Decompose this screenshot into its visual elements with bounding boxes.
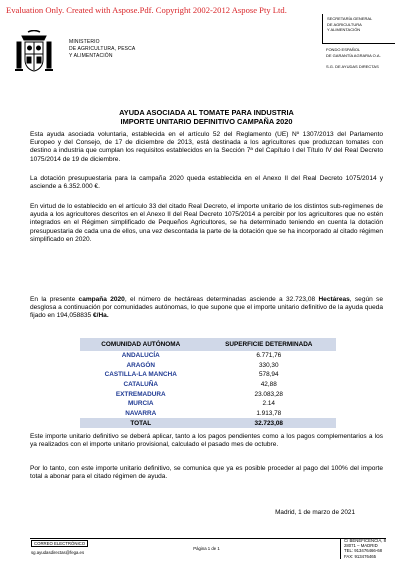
table-row <box>80 389 336 399</box>
region-cell: EXTREMADURA <box>115 390 166 398</box>
paragraph: Este importe unitario definitivo se deberá aplicar, tanto a los pagos pendientes como a los pagos complementarios a los ya realizados con el importe unitario provisional, calculado el pasado mes de octubre. <box>30 433 383 449</box>
table-row <box>80 360 336 370</box>
email-label: CORREO ELECTRÓNICO <box>31 540 88 547</box>
secretaria-line: DE AGRICULTURA <box>327 21 362 27</box>
table-header-row <box>80 338 336 351</box>
column-header: SUPERFICIE DETERMINADA <box>202 338 336 351</box>
region-cell: CASTILLA-LA MANCHA <box>104 371 177 379</box>
total-label: TOTAL <box>80 418 202 428</box>
value-cell: 1.913,78 <box>256 409 282 417</box>
region-cell: ARAGÓN <box>126 361 155 369</box>
fondo-line: S.G. DE AYUDAS DIRECTAS <box>326 64 379 70</box>
table-row <box>80 351 336 361</box>
postal-address <box>340 538 386 559</box>
text-run-bold: €/Ha. <box>92 312 109 320</box>
footer-divider <box>30 538 386 539</box>
table-row <box>80 409 336 419</box>
email-address: sg.ayudasdirectas@fega.es <box>31 550 85 555</box>
table-row <box>80 370 336 380</box>
secretaria-box <box>322 14 395 44</box>
watermark: Evaluation Only. Created with Aspose.Pdf. Copyright 2002-2012 Aspose Pty Ltd. <box>6 5 287 15</box>
column-header: COMUNIDAD AUTÓNOMA <box>80 338 202 351</box>
title-line: AYUDA ASOCIADA AL TOMATE PARA INDUSTRIA <box>119 108 294 117</box>
text-run: , el número de hectáreas determinadas asciende a 32.723,08 <box>124 296 319 303</box>
text-run: , según se desglosa a continuación por comunidades autónomas, lo que supone que el importe unitario definitivo de la ayuda queda fijado en 194,058835 <box>30 296 383 320</box>
document-title <box>30 108 383 126</box>
region-cell: MURCIA <box>127 400 154 408</box>
page-number: Página 1 de 1 <box>193 546 220 551</box>
table-row <box>80 380 336 390</box>
address-line: 28071 – MADRID <box>344 543 378 549</box>
ministry-name <box>69 39 135 61</box>
text-run-bold: Hectáreas <box>318 296 350 303</box>
hectares-table <box>80 338 336 428</box>
fondo-line: FONDO ESPAÑOL <box>326 47 361 52</box>
ministry-line: Y ALIMENTACIÓN <box>69 53 113 60</box>
fondo-line: DE GARANTÍA AGRARIA O.A. <box>326 52 381 58</box>
text-run-bold: campaña 2020 <box>78 296 125 303</box>
paragraph-hectares <box>30 296 383 321</box>
ministry-line: DE AGRICULTURA, PESCA <box>69 46 136 53</box>
table-total-row <box>80 418 336 428</box>
address-line: FAX: 913476465 <box>344 553 377 559</box>
table-row <box>80 399 336 409</box>
value-cell: 330,30 <box>258 361 279 369</box>
coat-of-arms-logo <box>14 30 54 78</box>
address-line: TEL: 913476466-68 <box>344 548 382 554</box>
value-cell: 578,94 <box>258 371 279 379</box>
value-cell: 42,88 <box>260 380 277 388</box>
title-line: IMPORTE UNITARIO DEFINITIVO CAMPAÑA 2020 <box>120 117 293 126</box>
secretaria-line: SECRETARÍA GENERAL <box>327 16 373 21</box>
ministry-line: MINISTERIO <box>69 39 100 45</box>
paragraph: La dotación presupuestaria para la campaña 2020 queda establecida en el Anexo II del Real Decreto 1075/2014 y asciende a 6.352.000 €. <box>30 175 383 191</box>
total-value: 32.723,08 <box>202 418 336 428</box>
region-cell: CATALUÑA <box>123 380 159 388</box>
value-cell: 6.771,76 <box>256 351 282 359</box>
paragraph: Esta ayuda asociada voluntaria, establecida en el artículo 52 del Reglamento (UE) Nº 1307/2013 del Parlamento Europeo y del Consejo, de 17 de diciembre de 2013, está destinada a los agricultores que produzcan tomates con destino a industria que cumplan los requisitos establecidos en la Sección 7ª del Capítulo I del Título IV del Real Decreto 1075/2014 de 19 de diciembre. <box>30 131 383 163</box>
value-cell: 23.083,28 <box>254 390 283 398</box>
address-line: C/ BENEFICENCIA, 8 <box>344 538 387 543</box>
paragraph: Por lo tanto, con este importe unitario definitivo, se comunica que ya es posible proceder al pago del 100% del importe total a abonar para el citado régimen de ayuda. <box>30 465 383 481</box>
secretaria-line: Y ALIMENTACIÓN <box>327 27 361 33</box>
value-cell: 2.14 <box>262 400 275 408</box>
fondo-block <box>326 47 381 70</box>
signature-date: Madrid, 1 de marzo de 2021 <box>275 509 355 516</box>
paragraph: En virtud de lo establecido en el artículo 33 del citado Real Decreto, el importe unitario de los distintos sub-regímenes de ayuda a los agricultores descritos en el Anexo II del Real Decreto 1075/2014 a percibir por los agricultores que no estén integrados en el Régimen simplificado de Pequeños Agricultores, se ha determinado teniendo en cuenta la dotación presupuestaria de cada una de ellos, una vez descontada la parte de la dotación que se ha incorporado al citado régimen simplificado en 2020. <box>30 203 383 243</box>
text-run: En la presente <box>30 296 79 303</box>
region-cell: NAVARRA <box>125 409 157 417</box>
region-cell: ANDALUCÍA <box>121 351 160 359</box>
